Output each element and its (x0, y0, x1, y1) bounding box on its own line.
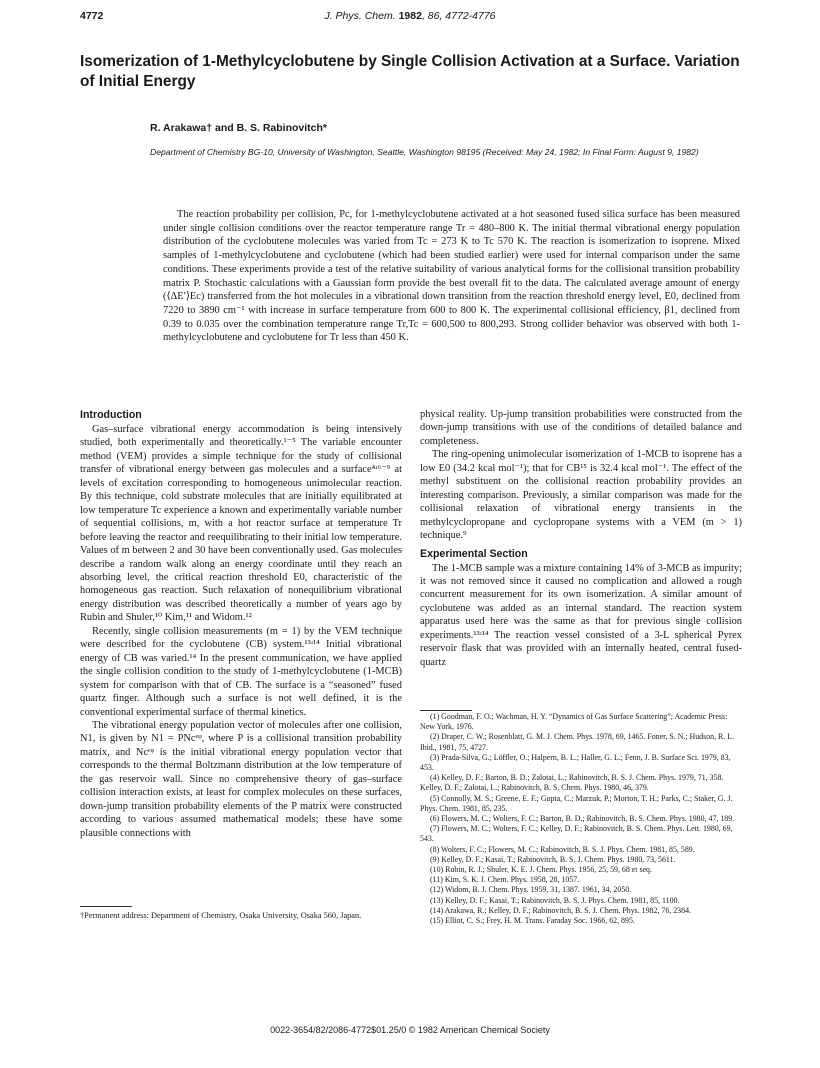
section-heading-introduction: Introduction (80, 409, 142, 421)
references-divider (420, 710, 472, 711)
running-header (80, 10, 740, 24)
reference-item: (6) Flowers, M. C.; Wolters, F. C.; Barton, B. D.; Rabinovitch, B. S. Chem. Phys. 1980, 47, 189. (430, 814, 735, 824)
journal-citation: J. Phys. Chem. 1982, 86, 4772-4776 (324, 10, 496, 22)
article-affiliation: Department of Chemistry BG-10, University of Washington, Seattle, Washington 98195 (Received: May 24, 1982; In Final Form: August 9, 1982) (150, 147, 699, 157)
section-heading-experimental: Experimental Section (420, 547, 528, 560)
intro-paragraph-3: The vibrational energy population vector of molecules after one collision, N1, is given by N1 = PNcᵉᵠ, where P is a collisional transition probability matrix, and Ncᵉᵠ is the initial vibrational energy population vector that corresponds to the thermal Boltzmann distribution at the low temperature of the gas reservoir wall. Since no comprehensive theory of gas–surface collision interaction exists, at least for complex molecules on these surfaces, down-jump transition probability elements of the P matrix were constructed according to various assumed mathematical models; these have some plausible connections with (80, 719, 402, 839)
reference-item: (5) Connolly, M. S.; Greene, E. F.; Gupta, C.; Marzuk, P.; Morton, T. H.; Parks, C.; Staker, G. J. Phys. Chem. 1981, 85, 235. (420, 793, 733, 813)
intro-paragraph-4: The ring-opening unimolecular isomerization of 1-MCB to isoprene has a low E0 (34.2 kcal mol⁻¹); that for CB¹⁵ is 32.4 kcal mol⁻¹. The effect of the methyl substituent on the collisional reaction probability provides an interesting comparison. Previously, a similar comparison was made for the collisional relaxation of vibrational energy transients in the methylcyclopropane and cyclopropane systems with a VEM (m > 1) technique.⁹ (420, 449, 742, 542)
reference-list (420, 712, 742, 926)
reference-item: (11) Kim, S. K. J. Chem. Phys. 1958, 28, 1057. (430, 875, 580, 885)
author-footnote: †Permanent address: Department of Chemistry, Osaka University, Osaka 560, Japan. (80, 911, 362, 920)
journal-year: 1982 (398, 10, 422, 22)
reference-item: (3) Prada-Silva, G.; Löffler, O.; Halpern, B. L.; Haller, G. L.; Fenn, J. B. Surface Sci. 1979, 83, 453. (420, 752, 731, 773)
page-number: 4772 (80, 10, 104, 22)
reference-item: (12) Widom, B. J. Chem. Phys. 1959, 31, 1387. 1961, 34, 2050. (430, 885, 632, 895)
article-authors: R. Arakawa† and B. S. Rabinovitch* (150, 122, 327, 134)
reference-item: (2) Draper, C. W.; Rosenblatt, G. M. J. Chem. Phys. 1978, 69, 1465. Foner, S. N.; Hudson, R. L. Ibid., 1981, 75, 4727. (420, 732, 735, 752)
abstract: The reaction probability per collision, Pc, for 1-methylcyclobutene activated at a hot seasoned fused silica surface has been measured under single collision conditions over the reactor temperature range Tr = 480–800 K. The initial thermal vibrational energy population distribution of the cyclobutene molecules was varied from Tc = 273 K to Tc 570 K. The reaction is isomerization to isoprene. Mixed samples of 1-methylcyclobutene and cyclobutene (which had been studied earlier) were used for internal comparison under the same conditions. These experiments provide a test of the relative suitability of various analytical forms for the collisional transition probability matrix P. Stochastic calculations with a Gaussian form provide the best overall fit to the data. The calculated average amount of energy (⟨ΔE′⟩Ec) transferred from the hot molecules in a vibrational down transition from the reaction threshold energy level, E0, declined from 7220 to 3890 cm⁻¹ with increase in surface temperature from 600 to 800 K. The experimental collisional efficiency, β1, declined from 0.39 to 0.035 over the combination temperature range Tr,Tc = 600,500 to 800,293. Strong collider behavior was observed with both 1-methylcyclobutene and cyclobutene for Tr less than 450 K. (163, 209, 740, 344)
reference-item: (7) Flowers, M. C.; Wolters, F. C.; Kelley, D. F.; Rabinovitch, B. S. Chem. Phys. Lett. 1980, 69, 543. (420, 824, 733, 844)
journal-name: J. Phys. Chem. (324, 10, 396, 22)
intro-paragraph-continued: physical reality. Up-jump transition probabilities were constructed from the down-jump transitions with use of the conditions of detailed balance and completeness. (420, 409, 742, 447)
reference-item: (4) Kelley, D. F.; Barton, B. D.; Zalotai, L.; Rabinovitch, B. S. J. Chem. Phys. 1979, 71, 358. Kelley, D. F.; Zalotai, L.; Rabinovitch, B. S. Chem. Phys. 1980, 46, 379. (420, 773, 724, 793)
intro-paragraph-1: Gas–surface vibrational energy accommodation is being intensively studied, both experimentally and theoretically.¹⁻⁵ The variable encounter method (VEM) provides a simple technique for the study of collisional transfer of vibrational energy between gas molecules and a surface⁴ʴ⁶⁻⁹ at levels of excitation corresponding to homogeneous unimolecular reaction. By this technique, cold substrate molecules that are initially equilibrated at low temperature Tc experience a known and experimentally variable number of sequential collisions, m, with a hot reactor surface at temperature Tr before leaving the reactor and reequilibrating to their initial low temperature. Values of m between 2 and 30 have been conventionally used. Gas molecules describe a random walk along an energy coordinate until they reach an absorbing level, the critical reaction threshold E0, characteristic of the homogeneous gas reaction. Such relaxation of nonequilibrium vibrational energy distribution was described theoretically a number of years ago by Rubin and Shuler,¹⁰ Kim,¹¹ and Widom.¹² (80, 424, 402, 624)
reference-item: (1) Goodman, F. O.; Wachman, H. Y. “Dynamics of Gas Surface Scattering”; Academic Press: New York, 1976. (420, 712, 728, 732)
reference-item: (9) Kelley, D. F.; Kasai, T.; Rabinovitch, B. S. J. Chem. Phys. 1980, 73, 5611. (430, 854, 676, 864)
reference-item: (10) Rubin, R. J.; Shuler, K. E. J. Chem. Phys. 1956, 25, 59, 68 et seq. (430, 865, 652, 875)
journal-volume: 86 (427, 10, 440, 22)
page-footer: 0022-3654/82/2086-4772$01.25/0 © 1982 American Chemical Society (270, 1025, 550, 1035)
article-title: Isomerization of 1-Methylcyclobutene by Single Collision Activation at a Surface. Variation of Initial Energy (80, 53, 740, 90)
journal-pages: , 4772-4776 (439, 10, 496, 22)
reference-item: (15) Elliot, C. S.; Frey, H. M. Trans. Faraday Soc. 1966, 62, 895. (430, 916, 635, 926)
intro-paragraph-2: Recently, single collision measurements (m = 1) by the VEM technique were described for the cyclobutene (CB) system.¹³ʴ¹⁴ Initial vibrational energy of CB was varied.¹⁴ In the present communication, we have applied the single collision condition to the study of 1-methylcyclobutene (1-MCB) system for comparison with that of CB. The surface is a “seasoned” fused quartz finger. Although such a surface is not well defined, it is the conventional experimental surface of thermal kinetics. (80, 625, 402, 718)
reference-item: (13) Kelley, D. F.; Kasai, T.; Rabinovitch, B. S. J. Phys. Chem. 1981, 85, 1100. (430, 895, 680, 905)
reference-item: (8) Wolters, F. C.; Flowers, M. C.; Rabinovitch, B. S. J. Phys. Chem. 1981, 85, 589. (430, 844, 695, 854)
experimental-paragraph-1: The 1-MCB sample was a mixture containing 14% of 3-MCB as impurity; it was not removed since it caused no complication and allowed a rough concurrent measurement for its own isomerization. A similar amount of cyclobutene was added as an internal standard. The reaction system apparatus used here was the same as that for previous single collision experiments.¹³ʴ¹⁴ The reaction vessel consisted of a 3-L spherical Pyrex reservoir flask that was provided with an internally heated, central fused-quartz (420, 562, 742, 668)
reference-item: (14) Arakawa, R.; Kelley, D. F.; Rabinovitch, B. S. J. Chem. Phys. 1982, 76, 2384. (430, 905, 691, 915)
right-column (420, 408, 742, 669)
footnote-divider (80, 906, 132, 907)
left-column (80, 408, 402, 840)
